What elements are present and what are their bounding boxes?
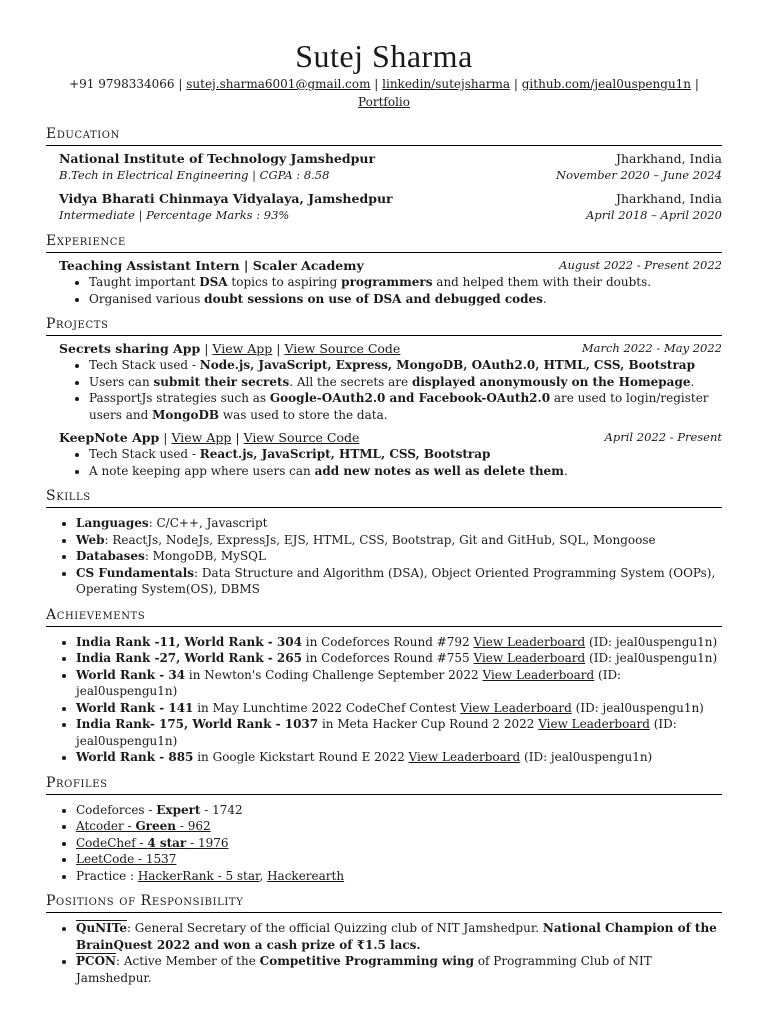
codechef-link[interactable]: CodeChef - 4 star - 1976 xyxy=(76,835,229,850)
view-app-link[interactable]: View App xyxy=(212,341,273,356)
job-dates: August 2022 - Present 2022 xyxy=(559,258,722,272)
list-item: • Organised various doubt sessions on use of DSA and debugged codes. xyxy=(89,291,722,308)
list-item[interactable] xyxy=(76,818,722,835)
list-item: • Tech Stack used - Node.js, JavaScript, Express, MongoDB, OAuth2.0, HTML, CSS, Bootstrap xyxy=(89,357,722,374)
view-app-link[interactable]: View App xyxy=(171,430,232,445)
list-item: • PassportJs strategies such as Google-OAuth2.0 and Facebook-OAuth2.0 are used to login/register users and MongoDB was used to store the data. xyxy=(89,390,722,423)
leaderboard-link[interactable]: View Leaderboard xyxy=(473,634,586,649)
list-item[interactable] xyxy=(76,835,722,852)
dates: April 2018 – April 2020 xyxy=(586,208,722,222)
leaderboard-link[interactable]: View Leaderboard xyxy=(473,651,586,665)
leaderboard-link[interactable]: View Leaderboard xyxy=(408,750,521,764)
view-source-link[interactable]: View Source Code xyxy=(243,430,360,445)
list-item: • Tech Stack used - React.js, JavaScript, HTML, CSS, Bootstrap xyxy=(89,446,722,463)
school-location: Jharkhand, India xyxy=(615,191,722,206)
hackerearth-link[interactable]: Hackerearth xyxy=(267,868,345,883)
list-item[interactable] xyxy=(76,851,722,868)
list-item: • Databases: MongoDB, MySQL xyxy=(76,548,722,565)
list-item: • World Rank - 141 in May Lunchtime 2022 CodeChef Contest View Leaderboard (ID: jeal0uspengu1n) xyxy=(76,700,722,717)
leetcode-link[interactable]: LeetCode - 1537 xyxy=(76,852,177,866)
project-entry: KeepNote App | View App | View Source Code April 2022 - Present • Tech Stack used - React.js, JavaScript, HTML, CSS, Bootstrap • A note keeping app where users can add new notes as well as delete them. xyxy=(46,429,722,479)
profiles-section xyxy=(46,774,722,885)
degree: B.Tech in Electrical Engineering | CGPA : 8.58 xyxy=(59,168,330,182)
achievements-section xyxy=(46,606,722,766)
list-item: • Taught important DSA topics to aspiring programmers and helped them with their doubts. xyxy=(89,274,722,291)
section-title: Positions of Responsibility xyxy=(46,892,722,913)
list-item: • India Rank- 175, World Rank - 1037 in Meta Hacker Cup Round 2 2022 View Leaderboard (ID: jeal0uspengu1n) xyxy=(76,716,722,749)
section-title: Projects xyxy=(46,315,722,336)
project-dates: March 2022 - May 2022 xyxy=(581,341,722,355)
projects-section xyxy=(46,315,722,479)
candidate-name: Sutej Sharma xyxy=(295,38,473,74)
leaderboard-link[interactable]: View Leaderboard xyxy=(538,717,650,731)
education-section xyxy=(46,125,722,224)
list-item: • Codeforces - Expert - 1742 xyxy=(76,802,722,819)
list-item: • Users can submit their secrets. All the secrets are displayed anonymously on the Homepage. xyxy=(89,374,722,391)
phone: +91 9798334066 xyxy=(69,77,175,91)
school-location: Jharkhand, India xyxy=(615,151,722,166)
experience-section xyxy=(46,232,722,307)
project-name: KeepNote App xyxy=(59,430,160,445)
hackerrank-link[interactable]: HackerRank - 5 star xyxy=(137,868,260,883)
education-entry xyxy=(46,150,722,184)
list-item: • India Rank -27, World Rank - 265 in Codeforces Round #755 View Leaderboard (ID: jeal0uspengu1n) xyxy=(76,650,722,667)
degree: Intermediate | Percentage Marks : 93% xyxy=(59,208,290,222)
list-item: • Web: ReactJs, NodeJs, ExpressJs, EJS, HTML, CSS, Bootstrap, Git and GitHub, SQL, Mongoose xyxy=(76,532,722,549)
project-entry: Secrets sharing App | View App | View Source Code March 2022 - May 2022 • Tech Stack used - Node.js, JavaScript, Express, MongoDB, OAuth2.0, HTML, CSS, Bootstrap • Users can submit their secrets. All the secrets are displayed anonymously on the Homepage. • PassportJs strategies such as Google-OAuth2.0 and Facebook-OAuth2.0 are used to login/register users and MongoDB was used to store the data. xyxy=(46,340,722,423)
section-title: Achievements xyxy=(46,606,722,627)
github-link[interactable]: github.com/jeal0uspengu1n xyxy=(521,77,692,91)
list-item: • A note keeping app where users can add new notes as well as delete them. xyxy=(89,463,722,480)
portfolio-link[interactable]: Portfolio xyxy=(358,95,410,109)
experience-bullets xyxy=(59,274,722,307)
section-title: Experience xyxy=(46,232,722,253)
list-item: • Languages: C/C++, Javascript xyxy=(76,515,722,532)
project-dates: April 2022 - Present xyxy=(604,430,722,444)
view-source-link[interactable]: View Source Code xyxy=(284,341,401,356)
linkedin-link[interactable]: linkedin/sutejsharma xyxy=(382,77,511,91)
school-name: Vidya Bharati Chinmaya Vidyalaya, Jamshedpur xyxy=(59,191,393,206)
dates: November 2020 – June 2024 xyxy=(556,168,722,182)
list-item: • India Rank -11, World Rank - 304 in Codeforces Round #792 View Leaderboard (ID: jeal0uspengu1n) xyxy=(76,634,722,651)
section-title: Education xyxy=(46,125,722,146)
resume-page xyxy=(46,36,722,986)
contact-line: +91 9798334066 | sutej.sharma6001@gmail.com | linkedin/sutejsharma | github.com/jeal0uspengu1n | Portfolio xyxy=(69,77,699,109)
job-title: Teaching Assistant Intern | Scaler Academy xyxy=(59,258,364,273)
section-title: Profiles xyxy=(46,774,722,795)
atcoder-link[interactable]: Atcoder - Green - 962 xyxy=(76,819,211,833)
list-item: • PCON: Active Member of the Competitive Programming wing of Programming Club of NIT Jamshedpur. xyxy=(76,953,722,986)
school-name: National Institute of Technology Jamshedpur xyxy=(59,151,376,166)
email-link[interactable]: sutej.sharma6001@gmail.com xyxy=(186,77,371,91)
list-item: • QuNITe: General Secretary of the official Quizzing club of NIT Jamshedpur. National Champion of the BrainQuest 2022 and won a cash prize of ₹1.5 lacs. xyxy=(76,920,722,953)
leaderboard-link[interactable]: View Leaderboard xyxy=(482,667,595,682)
education-entry xyxy=(46,190,722,224)
leaderboard-link[interactable]: View Leaderboard xyxy=(460,700,572,715)
skills-section xyxy=(46,487,722,598)
list-item: • World Rank - 885 in Google Kickstart Round E 2022 View Leaderboard (ID: jeal0uspengu1n) xyxy=(76,749,722,766)
list-item: • Practice : HackerRank - 5 star, Hackerearth xyxy=(76,868,722,885)
list-item: • CS Fundamentals: Data Structure and Algorithm (DSA), Object Oriented Programming System (OOPs), Operating System(OS), DBMS xyxy=(76,565,722,598)
list-item: • World Rank - 34 in Newton's Coding Challenge September 2022 View Leaderboard (ID: jeal0uspengu1n) xyxy=(76,667,722,700)
project-name: Secrets sharing App xyxy=(59,341,201,356)
section-title: Skills xyxy=(46,487,722,508)
positions-section xyxy=(46,892,722,986)
